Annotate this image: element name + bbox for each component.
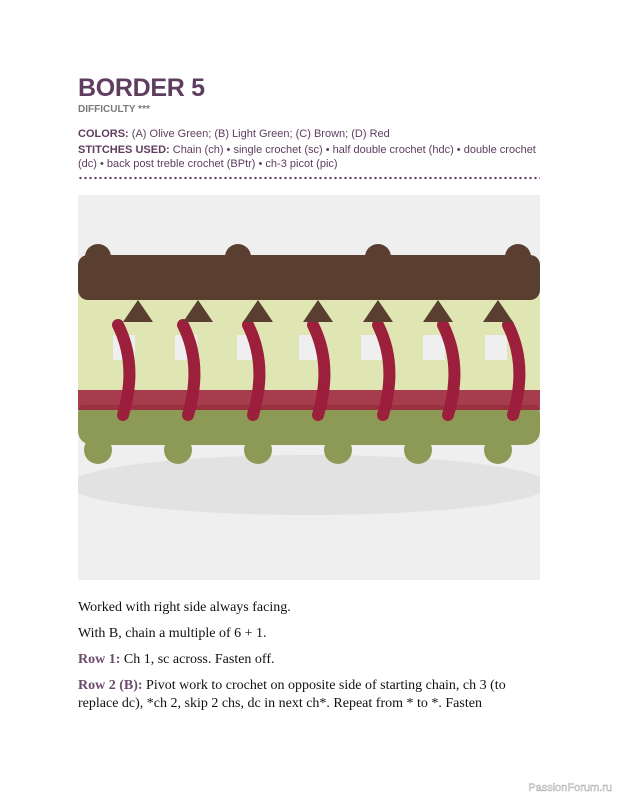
stitches-value: Chain (ch) • single crochet (sc) • half double crochet (hdc) • double crochet (dc) • back post treble crochet (BPtr) • ch-3 picot (pic) [78, 144, 536, 170]
watermark: PassionForum.ru [528, 782, 612, 794]
row-1 [78, 651, 548, 669]
crochet-border-photo [78, 195, 540, 580]
row-1-text: Ch 1, sc across. Fasten off. [120, 652, 275, 667]
chain-text: With B, chain a multiple of 6 + 1. [78, 626, 267, 641]
dotted-divider [78, 176, 540, 180]
difficulty-label: DIFFICULTY *** [78, 104, 150, 115]
row-2 [78, 677, 548, 713]
colors-label: COLORS: [78, 128, 129, 140]
colors-line [78, 127, 538, 141]
colors-value: (A) Olive Green; (B) Light Green; (C) Brown; (D) Red [131, 128, 390, 140]
row-2-text: Pivot work to crochet on opposite side of starting chain, ch 3 (to replace dc), *ch 2, skip 2 chs, dc in next ch*. Repeat from * to *. Fasten [78, 678, 506, 711]
row-1-label: Row 1: [78, 652, 121, 667]
stitches-label: STITCHES USED: [78, 144, 170, 156]
stitches-line [78, 143, 538, 171]
page-title: BORDER 5 [78, 74, 205, 102]
row-2-label: Row 2 (B): [78, 678, 143, 693]
intro-text: Worked with right side always facing. [78, 600, 291, 615]
